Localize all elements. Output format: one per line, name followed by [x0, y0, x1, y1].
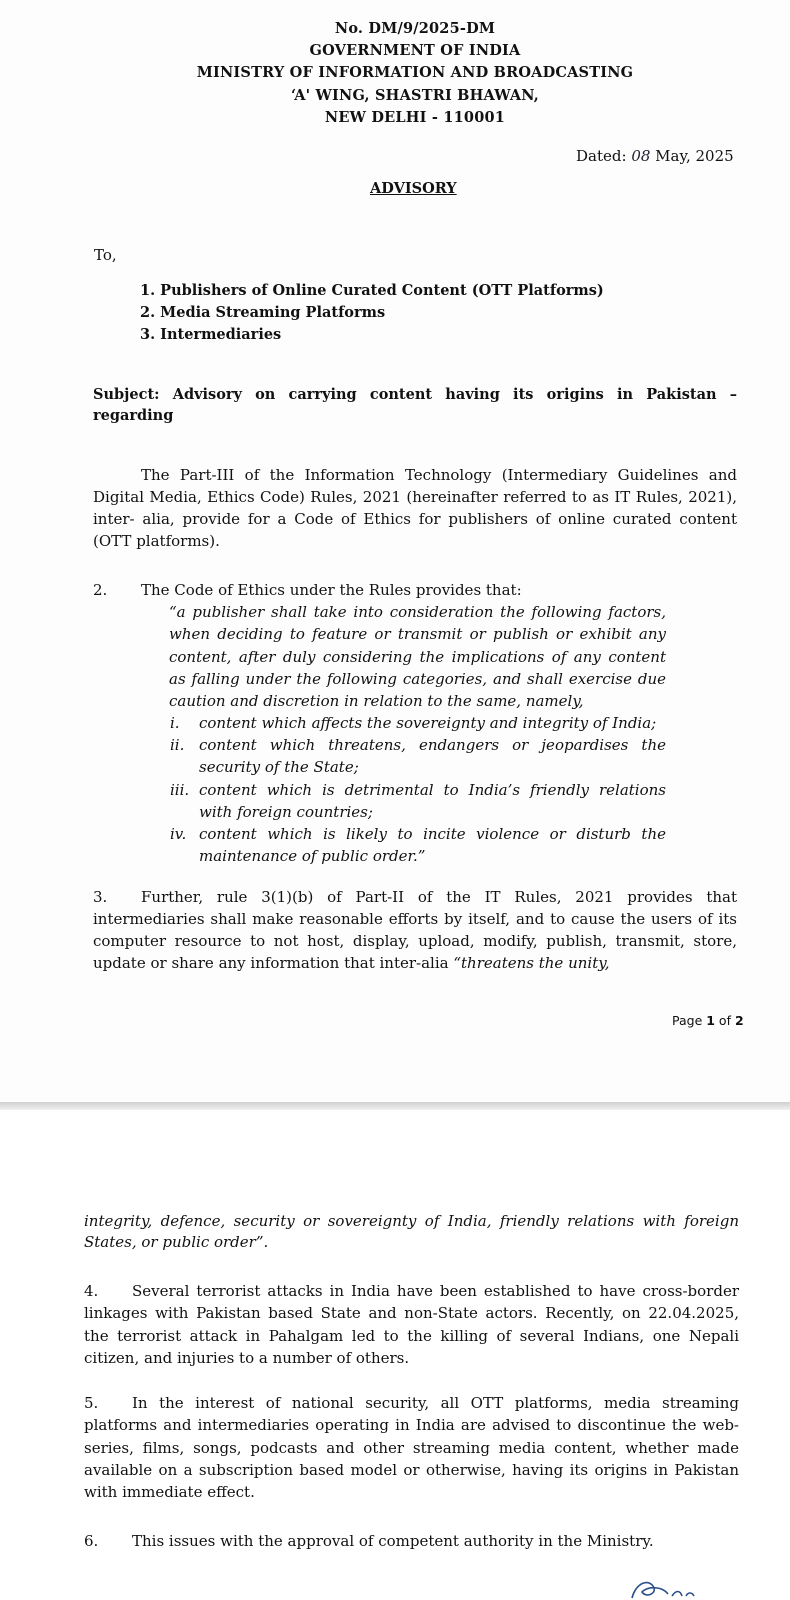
- date-day: 08: [631, 147, 651, 165]
- quote-item-text: content which is likely to incite violence or disturb the maintenance of public order.”: [199, 825, 666, 866]
- paragraph-4: Several terrorist attacks in India have been established to have cross-border linkages with Pakistan based State and non-State actors. Recently, on 22.04.2025, the terrorist attack in Pahalgam led to the killing of several Indians, one Nepali citizen, and injuries to a number of others.: [84, 1282, 739, 1367]
- paragraph-6-number: 6.: [84, 1532, 99, 1550]
- paragraph-3-quote-start: “threatens the unity,: [453, 954, 610, 972]
- quote-item-text: content which is detrimental to India’s friendly relations with foreign countries;: [199, 781, 666, 822]
- paragraph-2-lead: The Code of Ethics under the Rules provides that:: [141, 581, 522, 599]
- paragraph-1: The Part-III of the Information Technology (Intermediary Guidelines and Digital Media, Ethics Code) Rules, 2021 (hereinafter referred to as IT Rules, 2021), inter- alia, provide for a Code of Ethics for publishers of online curated content (OTT platforms).: [93, 466, 737, 550]
- quote-item-number: iv.: [170, 825, 187, 843]
- page-number-prefix: Page: [672, 1013, 707, 1028]
- quote-item-text: content which threatens, endangers or jeopardises the security of the State;: [199, 736, 666, 777]
- paragraph-3: [93, 886, 737, 974]
- quote-item-number: iii.: [170, 781, 190, 799]
- address-city: NEW DELHI - 110001: [324, 109, 506, 126]
- page-number: [672, 1013, 744, 1028]
- reference-number: No. DM/9/2025-DM: [334, 20, 496, 37]
- page-number-total: 2: [734, 1013, 744, 1028]
- quote-item-number: ii.: [170, 736, 185, 754]
- code-of-ethics-quote: “a publisher shall take into consideration the following factors, when deciding to feature or transmit or publish or exhibit any content, after duly considering the implications of any content as falling under the following categories, and shall exercise due caution and discretion in relation to the same, namely,: [169, 603, 666, 711]
- government-heading: GOVERNMENT OF INDIA: [309, 42, 521, 59]
- page-divider: [0, 1102, 790, 1110]
- recipient-item: 2. Media Streaming Platforms: [140, 304, 386, 321]
- paragraph-3-number: 3.: [93, 888, 108, 906]
- signature-mark: [628, 1576, 698, 1600]
- address-wing: ‘A' WING, SHASTRI BHAWAN,: [290, 87, 540, 104]
- recipient-item: 1. Publishers of Online Curated Content (OTT Platforms): [140, 282, 604, 299]
- date-line: [576, 147, 734, 165]
- paragraph-2-number: 2.: [93, 581, 108, 599]
- page-2-continuation: integrity, defence, security or sovereignty of India, friendly relations with foreign States, or public order”.: [84, 1212, 739, 1251]
- recipient-item: 3. Intermediaries: [140, 326, 282, 343]
- date-rest: May, 2025: [650, 147, 734, 165]
- page-number-middle: of: [714, 1013, 735, 1028]
- to-label: To,: [94, 246, 117, 264]
- subject-line: Subject: Advisory on carrying content having its origins in Pakistan – regarding: [93, 386, 737, 424]
- paragraph-5: In the interest of national security, all OTT platforms, media streaming platforms and intermediaries operating in India are advised to discontinue the web-series, films, songs, podcasts and other streaming media content, whether made available on a subscription based model or otherwise, having its origins in Pakistan with immediate effect.: [84, 1394, 739, 1502]
- date-prefix: Dated:: [576, 147, 632, 165]
- page-number-current: 1: [706, 1013, 715, 1028]
- paragraph-6: This issues with the approval of competent authority in the Ministry.: [132, 1532, 654, 1550]
- paragraph-3-text: Further, rule 3(1)(b) of Part-II of the IT Rules, 2021 provides that intermediaries shall make reasonable efforts by itself, and to cause the users of its computer resource to not host, display, upload, modify, publish, transmit, store, update or share any information that inter-alia: [93, 888, 737, 972]
- document-title: ADVISORY: [370, 180, 457, 197]
- paragraph-4-number: 4.: [84, 1282, 99, 1300]
- quote-item-number: i.: [170, 714, 180, 732]
- quote-item-text: content which affects the sovereignty and integrity of India;: [199, 714, 657, 732]
- paragraph-5-number: 5.: [84, 1394, 99, 1412]
- ministry-heading: MINISTRY OF INFORMATION AND BROADCASTING: [196, 64, 634, 81]
